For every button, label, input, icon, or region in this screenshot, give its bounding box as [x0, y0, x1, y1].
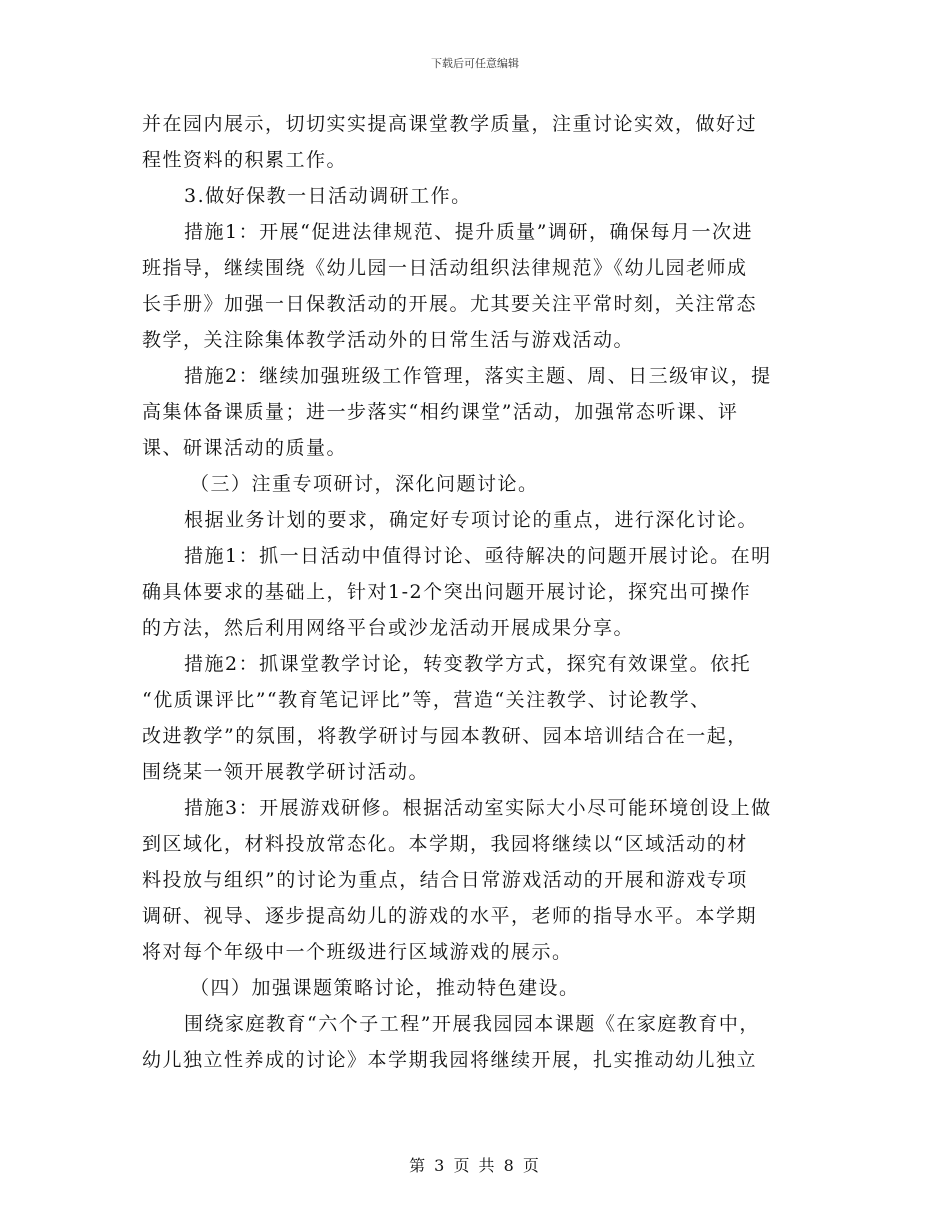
- paragraph-line: 的方法，然后利用网络平台或沙龙活动开展成果分享。: [142, 617, 635, 639]
- paragraph-line: 班指导，继续围绕《幼儿园一日活动组织法律规范》《幼儿园老师成: [142, 257, 748, 279]
- paragraph-line: 措施2：继续加强班级工作管理，落实主题、周、日三级审议，提: [184, 365, 772, 387]
- paragraph-line: 程性资料的积累工作。: [142, 149, 348, 171]
- paragraph-line: 幼儿独立性养成的讨论》本学期我园将继续开展，扎实推动幼儿独立: [142, 1049, 758, 1071]
- paragraph-line: 围绕家庭教育“六个子工程”开展我园园本课题《在家庭教育中，: [184, 1013, 760, 1035]
- paragraph-line: 长手册》加强一日保教活动的开展。尤其要关注平常时刻，关注常态: [142, 293, 758, 315]
- paragraph-line: 教学，关注除集体教学活动外的日常生活与游戏活动。: [142, 329, 635, 351]
- paragraph-line: 改进教学”的氛围，将教学研讨与园本教研、园本培训结合在一起，: [142, 725, 748, 747]
- paragraph-line: 措施3：开展游戏研修。根据活动室实际大小尽可能环境创设上做: [184, 797, 772, 819]
- paragraph-line: 课、研课活动的质量。: [142, 437, 348, 459]
- paragraph-line: 高集体备课质量；进一步落实“相约课堂”活动，加强常态听课、评: [142, 401, 739, 423]
- paragraph-line: 措施2：抓课堂教学讨论，转变教学方式，探究有效课堂。依托: [184, 653, 752, 675]
- paragraph-line: 将对每个年级中一个班级进行区域游戏的展示。: [142, 941, 573, 963]
- paragraph-line: 围绕某一领开展教学研讨活动。: [142, 761, 430, 783]
- paragraph-line: “优质课评比”“教育笔记评比”等，营造“关注教学、讨论教学、: [142, 689, 711, 711]
- paragraph-line: 到区域化，材料投放常态化。本学期，我园将继续以“区域活动的材: [142, 833, 748, 855]
- paragraph-line: 并在园内展示，切切实实提高课堂教学质量，注重讨论实效，做好过: [142, 113, 758, 135]
- section-heading: （三）注重专项研讨，深化问题讨论。: [190, 473, 539, 495]
- document-body: [142, 106, 812, 1078]
- paragraph-line: 确具体要求的基础上，针对1-2个突出问题开展讨论，探究出可操作: [142, 581, 752, 603]
- page-number-footer: 第 3 页 共 8 页: [409, 1156, 541, 1175]
- paragraph-line: 根据业务计划的要求，确定好专项讨论的重点，进行深化讨论。: [184, 509, 759, 531]
- paragraph-line: 措施1：开展“促进法律规范、提升质量”调研，确保每月一次进: [184, 221, 754, 243]
- section-heading: 3.做好保教一日活动调研工作。: [184, 185, 472, 207]
- paragraph-line: 调研、视导、逐步提高幼儿的游戏的水平，老师的指导水平。本学期: [142, 905, 758, 927]
- paragraph-line: 措施1：抓一日活动中值得讨论、亟待解决的问题开展讨论。在明: [184, 545, 772, 567]
- paragraph-line: 料投放与组织”的讨论为重点，结合日常游戏活动的开展和游戏专项: [142, 869, 748, 891]
- page-header: 下载后可任意编辑: [431, 57, 519, 70]
- section-heading: （四）加强课题策略讨论，推动特色建设。: [190, 977, 580, 999]
